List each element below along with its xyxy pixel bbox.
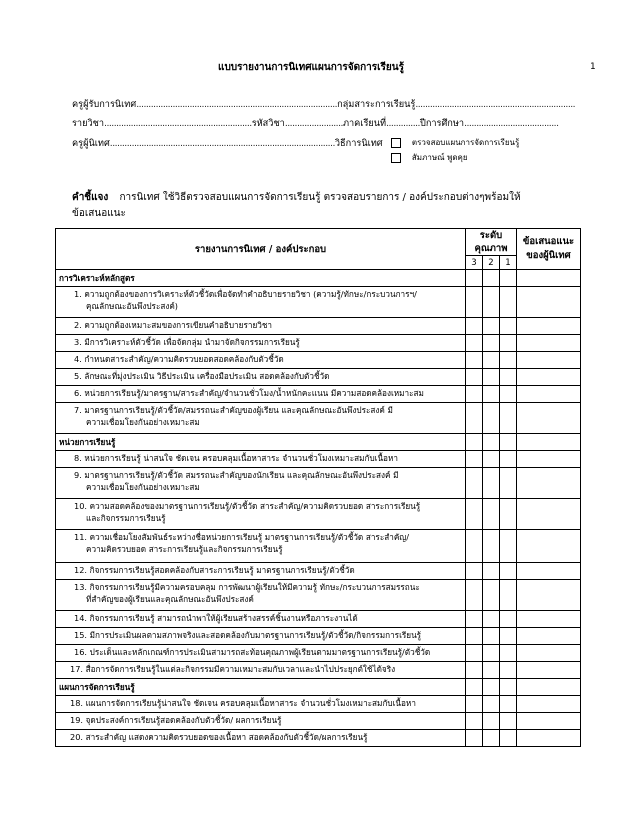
criterion-cell [56,335,466,352]
level-1-cell[interactable] [500,530,517,563]
table-row [56,499,581,530]
level-2-cell[interactable] [483,287,500,318]
suggestion-cell[interactable] [517,335,581,352]
criterion-cell [56,580,466,611]
table-row [56,318,581,335]
section-title: แผนการจัดการเรียนรู้ [59,682,135,692]
level-1-cell[interactable] [500,369,517,386]
level-1-cell[interactable] [500,563,517,580]
suggestion-cell[interactable] [517,451,581,468]
section-title-cell [56,679,466,696]
level-1-cell[interactable] [500,468,517,499]
supervisee-field[interactable]: ................................................................................... [136,99,338,110]
level-1-cell[interactable] [500,696,517,713]
criterion-text: 19. จุดประสงค์การเรียนรู้สอดคล้องกับตัวชี้วัด/ ผลการเรียนรู้ [70,715,282,725]
section-title-cell [56,270,466,287]
criterion-text: 9. มาตรฐานการเรียนรู้/ตัวชี้วัด สมรรถนะสำคัญของนักเรียน และคุณลักษณะอันพึงประสงค์ มี [74,470,399,480]
page-number: 1 [590,62,596,72]
table-row [56,580,581,611]
level-3-cell[interactable] [466,696,483,713]
criterion-cell [56,403,466,434]
supervisor-field[interactable]: ............................................................................................. [109,138,335,149]
academic-year-label: ปีการศึกษา [419,118,465,129]
criterion-text: 18. แผนการจัดการเรียนรู้น่าสนใจ ชัดเจน ครอบคลุมเนื้อหาสาระ จำนวนชั่วโมงเหมาะสมกับเนื้อหา [70,698,416,708]
level-1-cell[interactable] [500,611,517,628]
level-2-cell[interactable] [483,451,500,468]
level-3-cell[interactable] [466,713,483,730]
suggestion-cell[interactable] [517,628,581,645]
criterion-text: 13. กิจกรรมการเรียนรู้มีความครอบคลุม การพัฒนาผู้เรียนให้มีความรู้ ทักษะ/กระบวนการสมรรถนะ [74,582,420,592]
method-option-2[interactable] [391,151,468,164]
criterion-cell [56,386,466,403]
level-3-cell[interactable] [466,318,483,335]
criterion-cell [56,713,466,730]
table-row [56,403,581,434]
section-level-cell [500,270,517,287]
section-level-cell [466,270,483,287]
suggestion-cell[interactable] [517,645,581,662]
table-row [56,645,581,662]
criterion-cell [56,352,466,369]
header-suggestion [517,229,581,270]
subject-group-label: กลุ่มสาระการเรียนรู้ [337,99,416,110]
table-row [56,611,581,628]
suggestion-cell[interactable] [517,468,581,499]
criterion-cell [56,662,466,679]
section-title-cell [56,434,466,451]
suggestion-cell[interactable] [517,530,581,563]
section-level-cell [466,434,483,451]
level-3-cell[interactable] [466,580,483,611]
table-row [56,369,581,386]
level-1-cell[interactable] [500,287,517,318]
suggestion-cell[interactable] [517,563,581,580]
section-level-cell [500,434,517,451]
level-2-cell[interactable] [483,369,500,386]
section-row [56,679,581,696]
criterion-text: 3. มีการวิเคราะห์ตัวชี้วัด เพื่อจัดกลุ่ม นำมาจัดกิจกรรมการเรียนรู้ [74,337,300,347]
table-row [56,628,581,645]
level-3-cell[interactable] [466,530,483,563]
criterion-text: 15. มีการประเมินผลตามสภาพจริงและสอดคล้องกับมาตรฐานการเรียนรู้/ตัวชี้วัด/กิจกรรมการเรียนรู้ [74,630,422,640]
criterion-text: 5. ลักษณะที่มุ่งประเมิน วิธีประเมิน เครื่องมือประเมิน สอดคล้องกับตัวชี้วัด [74,371,330,381]
header-suggestion-line-2: ของผู้นิเทศ [526,250,571,261]
criterion-cell [56,468,466,499]
level-2-cell[interactable] [483,499,500,530]
criterion-text-continued: ความเชื่อมโยงกันอย่างเหมาะสม [86,481,200,492]
level-2-cell[interactable] [483,318,500,335]
instructions [72,190,572,222]
header-suggestion-line-1: ข้อเสนอแนะ [522,236,575,247]
section-level-cell [466,679,483,696]
criterion-cell [56,563,466,580]
table-row [56,696,581,713]
table-row [56,386,581,403]
level-3-cell[interactable] [466,645,483,662]
level-3-cell[interactable] [466,662,483,679]
level-3-cell[interactable] [466,451,483,468]
level-1-header: 1 [500,256,517,270]
level-3-cell[interactable] [466,611,483,628]
criterion-text-continued: ความเชื่อมโยงกันอย่างเหมาะสม [86,416,200,427]
level-1-cell[interactable] [500,662,517,679]
level-1-cell[interactable] [500,645,517,662]
criterion-text-continued: ความคิดรวบยอด สาระการเรียนรู้และกิจกรรมการเรียนรู้ [86,543,283,554]
course-code-field[interactable]: ........................ [284,118,343,129]
level-2-cell[interactable] [483,611,500,628]
level-2-cell[interactable] [483,662,500,679]
instructions-text-2: ข้อเสนอแนะ [72,208,126,219]
level-3-cell[interactable] [466,287,483,318]
criterion-text: 20. สาระสำคัญ แสดงความคิดรวบยอดของเนื้อหา สอดคล้องกับตัวชี้วัด/ผลการเรียนรู้ [70,732,368,742]
table-row [56,563,581,580]
level-2-cell[interactable] [483,713,500,730]
table-row [56,335,581,352]
level-3-cell[interactable] [466,386,483,403]
course-code-label: รหัสวิชา [251,118,285,129]
criterion-text: 12. กิจกรรมการเรียนรู้สอดคล้องกับสาระการเรียนรู้ มาตรฐานการเรียนรู้/ตัวชี้วัด [74,565,355,575]
criterion-text: 14. กิจกรรมการเรียนรู้ สามารถนำพาให้ผู้เรียนสร้างสรรค์ชิ้นงานหรือภาระงานได้ [74,613,358,623]
table-row [56,530,581,563]
header-level [466,229,517,256]
section-level-cell [483,270,500,287]
suggestion-cell[interactable] [517,318,581,335]
suggestion-cell[interactable] [517,662,581,679]
subject-group-field[interactable]: .................................................................. [415,99,576,110]
supervisee-label: ครูผู้รับการนิเทศ [72,99,137,110]
suggestion-cell[interactable] [517,386,581,403]
table-row [56,468,581,499]
course-label: รายวิชา [72,118,105,129]
suggestion-cell[interactable] [517,580,581,611]
supervisor-label: ครูผู้นิเทศ [72,138,110,149]
method-checkbox-1[interactable] [391,138,401,148]
semester-label: ภาคเรียนที่ [342,118,387,129]
criterion-cell [56,287,466,318]
level-2-cell[interactable] [483,645,500,662]
table-body [56,270,581,747]
criterion-cell [56,499,466,530]
form-title: แบบรายงานการนิเทศแผนการจัดการเรียนรู้ [218,62,404,73]
level-1-cell[interactable] [500,318,517,335]
section-row [56,434,581,451]
criterion-text-continued: คุณลักษณะอันพึงประสงค์) [86,300,179,311]
criterion-cell [56,611,466,628]
info-row-1 [72,97,575,112]
method-option-1-label: ตรวจสอบแผนการจัดการเรียนรู้ [411,138,520,147]
section-level-cell [483,434,500,451]
header-item: รายงานการนิเทศ / องค์ประกอบ [56,229,466,270]
table-row [56,730,581,747]
level-3-cell[interactable] [466,628,483,645]
level-1-cell[interactable] [500,730,517,747]
level-3-header: 3 [466,256,483,270]
level-1-cell[interactable] [500,628,517,645]
assessment-table [55,228,581,747]
info-row-3 [72,136,383,151]
level-2-cell[interactable] [483,696,500,713]
level-3-cell[interactable] [466,335,483,352]
level-1-cell[interactable] [500,451,517,468]
criterion-cell [56,730,466,747]
course-field[interactable]: ............................................................. [104,118,252,129]
suggestion-cell[interactable] [517,713,581,730]
level-3-cell[interactable] [466,403,483,434]
level-2-cell[interactable] [483,352,500,369]
criterion-cell [56,369,466,386]
table-row [56,713,581,730]
criterion-cell [56,318,466,335]
level-1-cell[interactable] [500,499,517,530]
section-level-cell [500,679,517,696]
section-suggestion-cell [517,434,581,451]
level-2-cell[interactable] [483,730,500,747]
suggestion-cell[interactable] [517,611,581,628]
level-2-cell[interactable] [483,468,500,499]
suggestion-cell[interactable] [517,696,581,713]
level-1-cell[interactable] [500,352,517,369]
semester-field[interactable]: .............. [386,118,420,129]
section-title: การวิเคราะห์หลักสูตร [59,273,135,283]
method-option-2-label: สัมภาษณ์ พูดคุย [411,153,468,162]
suggestion-cell[interactable] [517,730,581,747]
level-2-cell[interactable] [483,628,500,645]
level-2-header: 2 [483,256,500,270]
table-row [56,662,581,679]
criterion-text: 4. กำหนดสาระสำคัญ/ความคิดรวบยอดสอดคล้องกับตัวชี้วัด [74,354,284,364]
level-1-cell[interactable] [500,580,517,611]
suggestion-cell[interactable] [517,352,581,369]
level-3-cell[interactable] [466,468,483,499]
criterion-cell [56,645,466,662]
suggestion-cell[interactable] [517,287,581,318]
level-2-cell[interactable] [483,530,500,563]
criterion-text: 11. ความเชื่อมโยงสัมพันธ์ระหว่างชื่อหน่วยการเรียนรู้ มาตรฐานการเรียนรู้/ตัวชี้วัด สาระสำคัญ/ [74,532,410,542]
criterion-text-continued: ที่สำคัญของผู้เรียนและคุณลักษณะอันพึงประสงค์ [86,593,254,604]
level-3-cell[interactable] [466,730,483,747]
instructions-label: คำชี้แจง [72,192,109,203]
table-row [56,451,581,468]
instructions-text: การนิเทศ ใช้วิธีตรวจสอบแผนการจัดการเรียนรู้ ตรวจสอบรายการ / องค์ประกอบต่างๆพร้อมให้ [119,192,521,203]
criterion-text: 10. ความสอดคล้องของมาตรฐานการเรียนรู้/ตัวชี้วัด สาระสำคัญ/ความคิดรวบยอด สาระการเรียนรู้ [74,501,421,511]
header-level-line-2: คุณภาพ [474,243,508,254]
level-1-cell[interactable] [500,335,517,352]
level-2-cell[interactable] [483,580,500,611]
criterion-text: 8. หน่วยการเรียนรู้ น่าสนใจ ชัดเจน ครอบคลุมเนื้อหาสาระ จำนวนชั่วโมงเหมาะสมกับเนื้อหา [74,453,398,463]
section-title: หน่วยการเรียนรู้ [59,437,116,447]
level-2-cell[interactable] [483,386,500,403]
level-3-cell[interactable] [466,499,483,530]
method-checkbox-2[interactable] [391,153,401,163]
criterion-cell [56,451,466,468]
info-row-2 [72,116,559,131]
suggestion-cell[interactable] [517,403,581,434]
section-row [56,270,581,287]
level-3-cell[interactable] [466,352,483,369]
method-option-1[interactable] [391,136,519,149]
level-2-cell[interactable] [483,335,500,352]
level-1-cell[interactable] [500,386,517,403]
criterion-text: 2. ความถูกต้องเหมาะสมของการเขียนคำอธิบายรายวิชา [74,320,272,330]
criterion-text-continued: และกิจกรรมการเรียนรู้ [86,512,166,523]
level-2-cell[interactable] [483,403,500,434]
level-3-cell[interactable] [466,563,483,580]
suggestion-cell[interactable] [517,499,581,530]
section-level-cell [483,679,500,696]
header-level-line-1: ระดับ [479,230,503,241]
criterion-text: 1. ความถูกต้องของการวิเคราะห์ตัวชี้วัดเพื่อจัดทำคำอธิบายรายวิชา (ความรู้/ทักษะ/กระบวนการฯ/ [74,289,417,299]
criterion-text: 16. ประเด็นและหลักเกณฑ์การประเมินสามารถสะท้อนคุณภาพผู้เรียนตามมาตรฐานการเรียนรู้/ตัวชี้วัด [74,647,431,657]
criterion-text: 7. มาตรฐานการเรียนรู้/ตัวชี้วัด/สมรรถนะสำคัญของผู้เรียน และคุณลักษณะอันพึงประสงค์ มี [74,405,393,415]
level-2-cell[interactable] [483,563,500,580]
suggestion-cell[interactable] [517,369,581,386]
method-label: วิธีการนิเทศ [334,138,383,149]
level-3-cell[interactable] [466,369,483,386]
level-1-cell[interactable] [500,713,517,730]
academic-year-field[interactable]: ....................................... [464,118,559,129]
criterion-cell [56,696,466,713]
criterion-text: 17. สื่อการจัดการเรียนรู้ในแต่ละกิจกรรมมีความเหมาะสมกับเวลาและนำไปประยุกต์ใช้ได้จริง [70,664,396,674]
level-1-cell[interactable] [500,403,517,434]
criterion-text: 6. หน่วยการเรียนรู้/มาตรฐาน/สาระสำคัญ/จำนวนชั่วโมง/น้ำหนักคะแนน มีความสอดคล้องเหมาะสม [74,388,424,398]
section-suggestion-cell [517,679,581,696]
criterion-cell [56,628,466,645]
criterion-cell [56,530,466,563]
table-row [56,352,581,369]
table-row [56,287,581,318]
section-suggestion-cell [517,270,581,287]
